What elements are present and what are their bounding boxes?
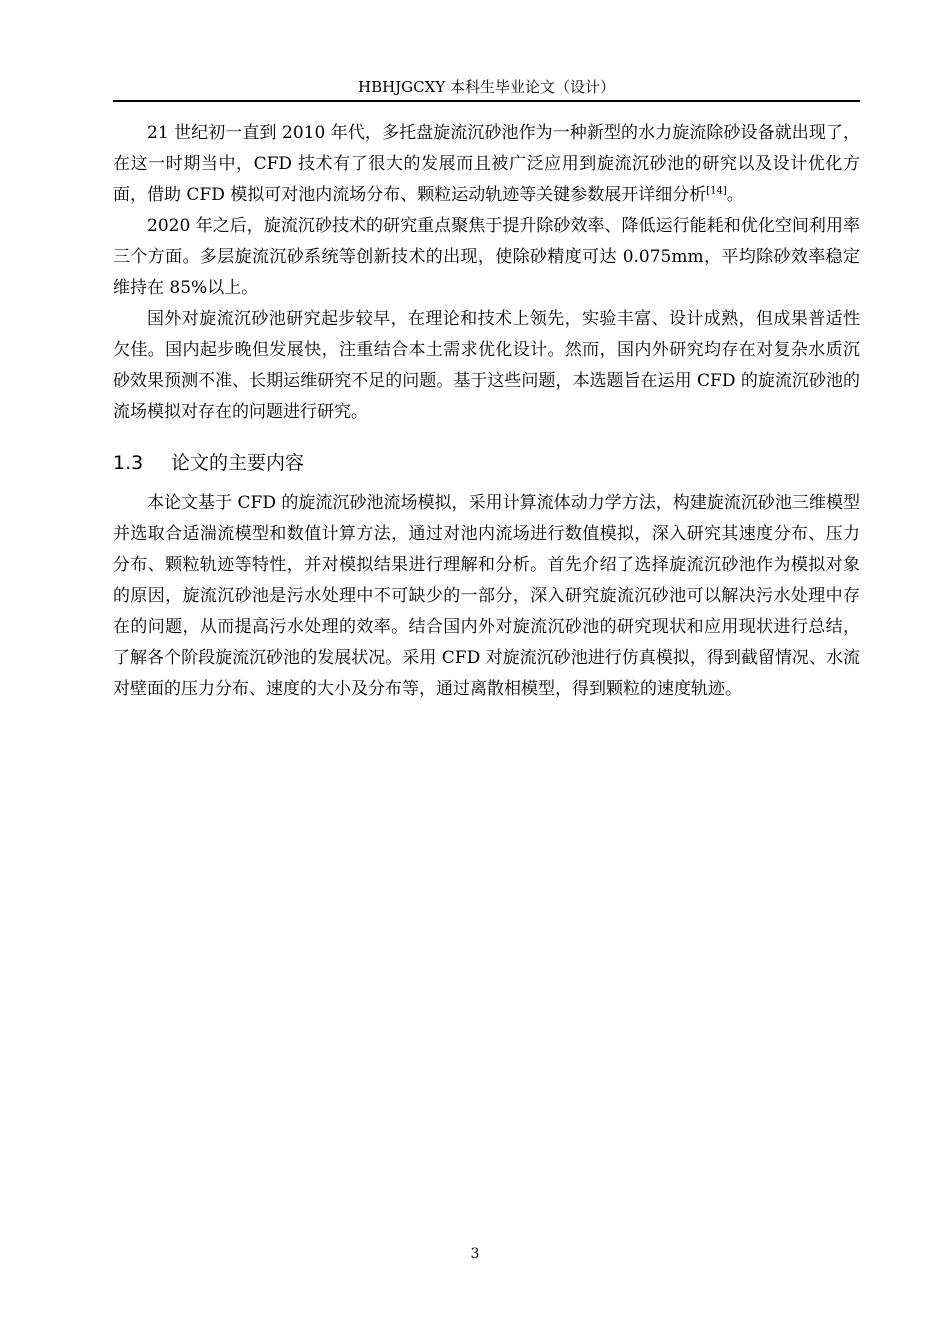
body-paragraph-3: [113, 304, 860, 428]
page-number: 3: [470, 1246, 480, 1262]
citation-reference: [14]: [706, 185, 727, 197]
section-paragraph: [113, 488, 860, 705]
paragraph-tail: 。: [726, 185, 744, 205]
body-paragraph-2: [113, 211, 860, 304]
section-title: 论文的主要内容: [171, 452, 305, 474]
section-heading: [113, 449, 860, 477]
paragraph-text: 21 世纪初一直到 2010 年代，多托盘旋流沉砂池作为一种新型的水力旋流除砂设备就出现了，在这一时期当中，CFD 技术有了很大的发展而且被广泛应用到旋流沉砂池的研究以及设计优化方面，借助 CFD 模拟可对池内流场分布、颗粒运动轨迹等关键参数展开详细分析: [113, 123, 860, 205]
paragraph-text: 2020 年之后，旋流沉砂技术的研究重点聚焦于提升除砂效率、降低运行能耗和优化空间利用率三个方面。多层旋流沉砂系统等创新技术的出现，使除砂精度可达 0.075mm，平均除砂效率稳定维持在 85%以上。: [113, 216, 860, 298]
page-header: [113, 76, 860, 102]
paragraph-text: 国外对旋流沉砂池研究起步较早，在理论和技术上领先，实验丰富、设计成熟，但成果普适性欠佳。国内起步晚但发展快，注重结合本土需求优化设计。然而，国内外研究均存在对复杂水质沉砂效果预测不准、长期运维研究不足的问题。基于这些问题，本选题旨在运用 CFD 的旋流沉砂池的流场模拟对存在的问题进行研究。: [113, 309, 860, 422]
page-body: [113, 118, 860, 705]
header-title: HBHJGCXY 本科生毕业论文（设计）: [357, 78, 615, 96]
section-number: 1.3: [113, 452, 144, 474]
body-paragraph-1: [113, 118, 860, 211]
paragraph-text: 本论文基于 CFD 的旋流沉砂池流场模拟，采用计算流体动力学方法，构建旋流沉砂池三维模型并选取合适湍流模型和数值计算方法，通过对池内流场进行数值模拟，深入研究其速度分布、压力分布、颗粒轨迹等特性，并对模拟结果进行理解和分析。首先介绍了选择旋流沉砂池作为模拟对象的原因，旋流沉砂池是污水处理中不可缺少的一部分，深入研究旋流沉砂池可以解决污水处理中存在的问题，从而提高污水处理的效率。结合国内外对旋流沉砂池的研究现状和应用现状进行总结，了解各个阶段旋流沉砂池的发展状况。采用 CFD 对旋流沉砂池进行仿真模拟，得到截留情况、水流对壁面的压力分布、速度的大小及分布等，通过离散相模型，得到颗粒的速度轨迹。: [113, 493, 860, 699]
